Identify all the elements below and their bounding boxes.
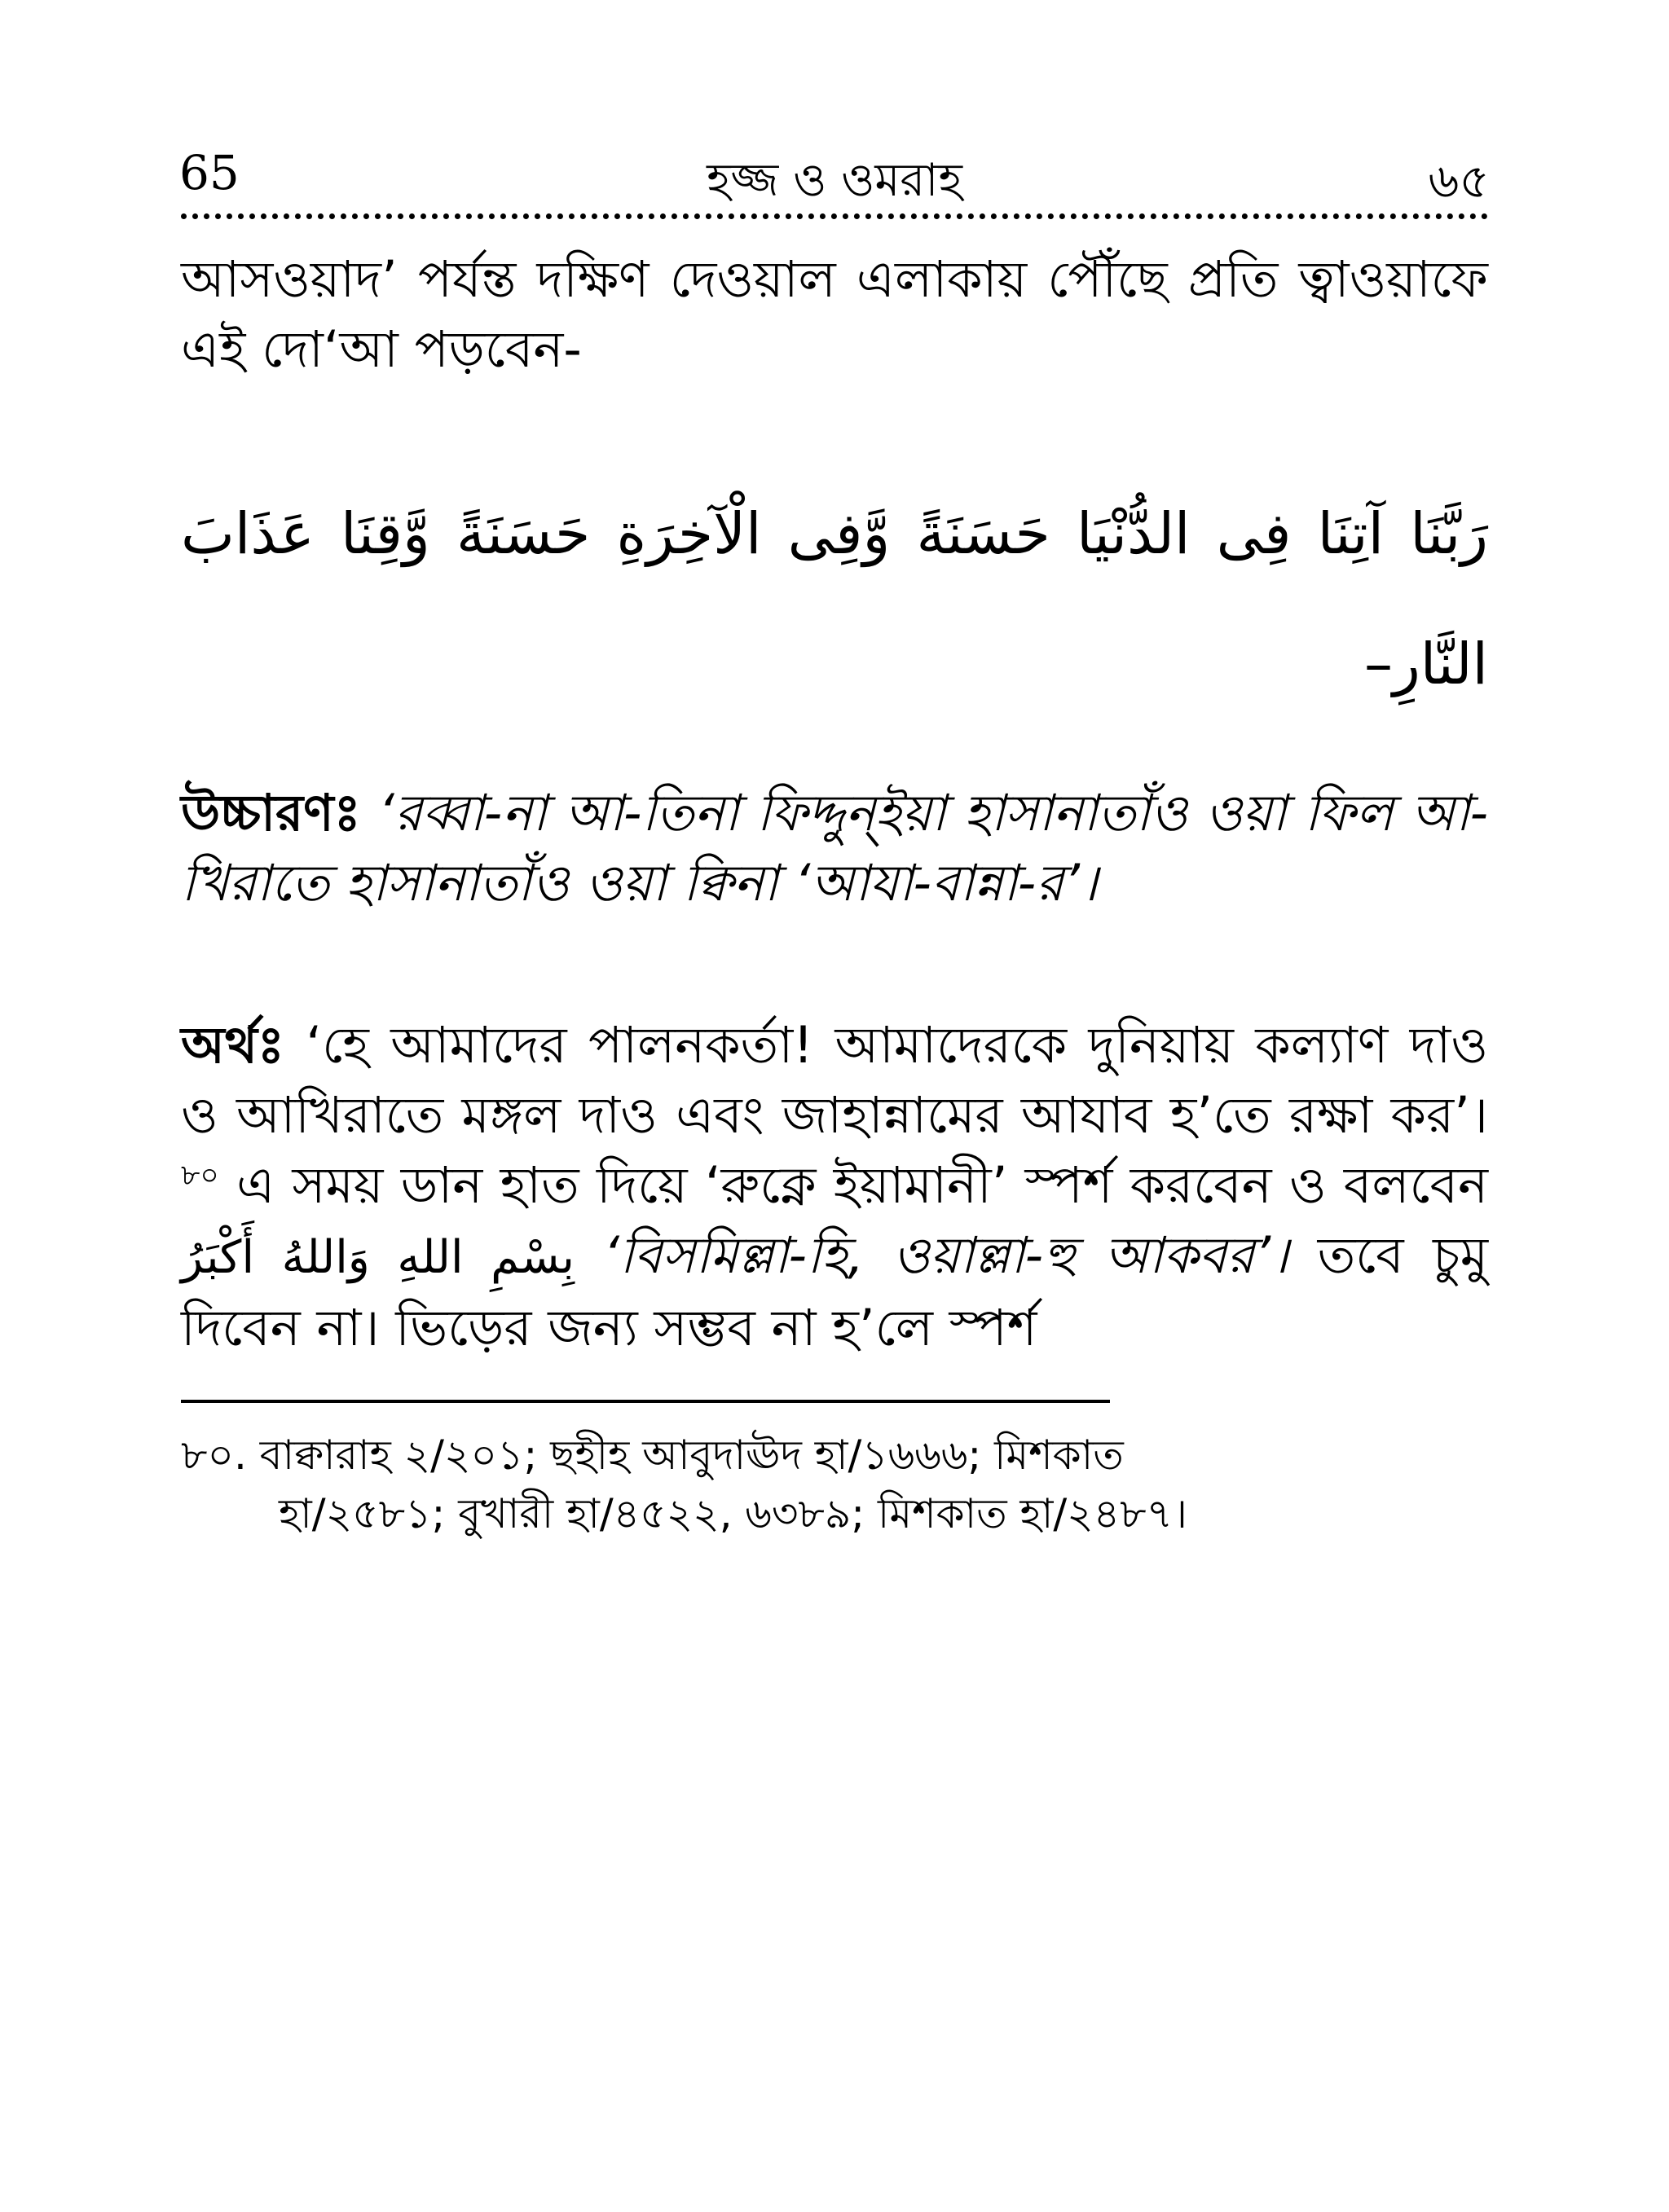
meaning-text-continued: এ সময় ডান হাত দিয়ে ‘রুক্নে ইয়ামানী’ স্পর্শ করবেন ও বলবেন xyxy=(218,1155,1488,1215)
pronunciation-text: ‘রব্বা-না আ-তিনা ফিদ্দুন্ইয়া হাসানাতাঁও ওয়া ফিল আ-খিরাতে হাসানাতাঁও ওয়া ক্বিনা ‘আযা-বান্না-র’। xyxy=(181,783,1488,913)
footnote-ref: ৮০ xyxy=(181,1159,219,1193)
pronunciation-label: উচ্চারণঃ xyxy=(181,783,361,842)
footnote-line-1: ৮০. বাক্বারাহ ২/২০১; ছহীহ আবুদাঊদ হা/১৬৬৬; মিশকাত xyxy=(181,1431,1124,1479)
meaning-text: ‘হে আমাদের পালনকর্তা! আমাদেরকে দুনিয়ায় কল্যাণ দাও ও আখিরাতে মঙ্গল দাও এবং জাহান্নামের আযাব হ’তে রক্ষা কর’। xyxy=(181,1015,1488,1145)
running-title: হজ্জ ও ওমরাহ xyxy=(707,154,962,207)
footnote xyxy=(181,1426,1488,1543)
paragraph-intro: আসওয়াদ’ পর্যন্ত দক্ষিণ দেওয়াল এলাকায় পৌঁছে প্রতি ত্বাওয়াফে এই দো‘আ পড়বেন- xyxy=(181,249,1488,379)
header-dotted-rule xyxy=(181,213,1488,219)
page-header xyxy=(179,145,1490,218)
paragraph-pronunciation xyxy=(181,778,1488,918)
meaning-label: অর্থঃ xyxy=(181,1015,284,1075)
arabic-dua: رَبَّنَا آتِنَا فِى الدُّنْيَا حَسَنَةً وَّفِى الْآخِرَةِ حَسَنَةً وَّقِنَا عَذَابَ النَّارِ– xyxy=(181,500,1488,697)
page-number-latin: 65 xyxy=(179,145,240,200)
takbir-transliteration: ‘বিসমিল্লা-হি, ওয়াল্লা-হু আকবর’। xyxy=(603,1225,1289,1285)
footnote-line-2: হা/২৫৮১; বুখারী হা/৪৫২২, ৬৩৮৯; মিশকাত হা/২৪৮৭। xyxy=(279,1490,1187,1537)
arabic-takbir: بِسْمِ اللهِ وَاللهُ أَكْبَرُ xyxy=(181,1231,575,1284)
paragraph-meaning xyxy=(181,1010,1488,1363)
footnote-rule xyxy=(181,1400,1110,1403)
page-number-bengali: ৬৫ xyxy=(1428,153,1490,209)
meaning-text-end: তবে চুমু দিবেন না। ভিড়ের জন্য সম্ভব না হ’লে স্পর্শ xyxy=(181,1225,1488,1357)
